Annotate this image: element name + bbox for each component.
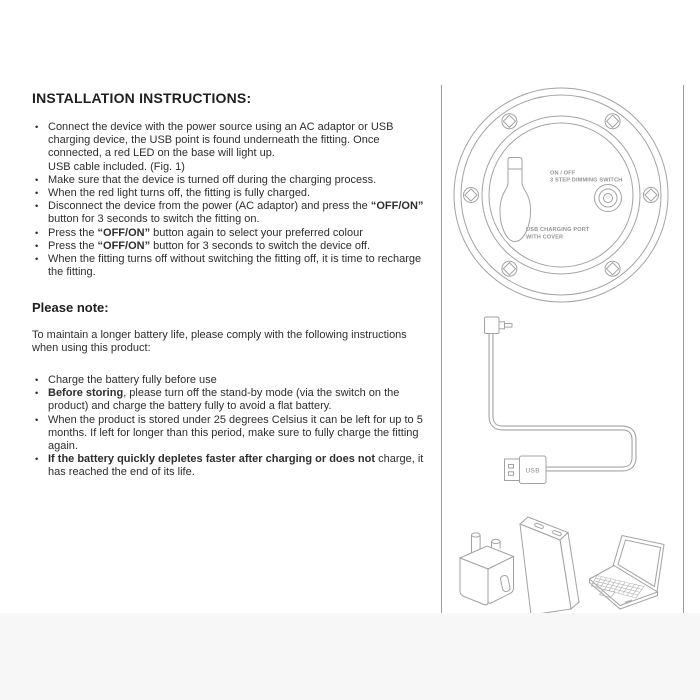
list-item-segment-bold: Before storing [48,387,124,400]
power-bank-figure [520,517,579,613]
bullet-marker: • [35,201,39,213]
dimming-switch-button [595,185,622,212]
usb-port-label-line2: WITH COVER [526,234,564,241]
list-item [32,121,436,174]
list-item-segment: USB cable included. (Fig. 1) [48,160,185,173]
screw-icon [644,188,659,203]
bullet-marker: • [35,174,39,186]
list-item [32,414,436,454]
list-item-segment-bold: “OFF/ON” [97,239,151,252]
device-bottom-figure [454,88,668,302]
please-note-title: Please note: [32,300,109,315]
installation-list [32,121,436,279]
bullet-marker: • [35,388,39,400]
screw-icon [605,114,620,129]
list-item-segment-bold: “OFF/ON” [97,226,151,239]
screw-icon [605,261,620,276]
bullet-marker: • [35,227,39,239]
list-item-text [48,453,436,479]
list-item-segment: Press the [48,226,98,239]
bullet-marker: • [35,254,39,266]
list-item [32,227,436,240]
list-item-segment: charge, it has reached the end of its life. [48,453,424,479]
figure-panel [441,85,684,613]
list-item-text: Make sure that the device is turned off during the charging process. [48,173,377,186]
list-item-text [48,387,436,413]
bottom-band [0,613,700,700]
list-item [32,174,436,187]
dc-plug-icon [485,317,513,334]
list-item-segment: button for 3 seconds to switch the fitting on. [48,213,260,226]
bullet-marker: • [35,414,39,426]
switch-label-line2: 3 STEP DIMMING SWITCH [550,177,623,184]
usb-port-label-line1: USB CHARGING PORT [526,227,590,233]
list-item-segment-bold: If the battery quickly depletes faster after charging or does not [48,453,376,466]
list-item [32,240,436,253]
list-item-text: When the red light turns off, the fitting is fully charged. [48,187,311,200]
screw-icon [502,114,517,129]
usb-plug-label: USB [525,467,540,475]
list-item [32,253,436,279]
list-item-segment: Disconnect the device from the power (AC adaptor) and press the [48,200,371,213]
list-item-segment: button for 3 seconds to switch the device off. [150,239,371,252]
usb-cable-figure [485,317,635,484]
list-item [32,200,436,226]
bullet-marker: • [35,375,39,386]
list-item-text [48,240,436,253]
installation-title: INSTALLATION INSTRUCTIONS: [32,90,252,106]
list-item-segment: , please turn off the stand-by mode (via the switch on the product) and charge the battery fully to avoid a flat battery. [48,387,400,413]
laptop-figure [590,536,665,610]
note-intro: To maintain a longer battery life, please comply with the following instructions when using this product: [32,329,407,355]
list-item-segment: button again to select your preferred colour [150,226,363,239]
list-item [32,187,436,200]
screw-icon [464,188,479,203]
note-list [32,374,436,480]
list-item-segment: Press the [48,239,98,252]
bullet-marker: • [35,188,39,200]
list-item [32,453,436,479]
list-item-segment: Connect the device with the power source using an AC adaptor or USB charging device, the USB point is found underneath the fitting. Once connected, a red LED on the base will light up. [48,121,394,160]
list-item-segment-bold: “OFF/ON” [370,200,424,213]
list-item-text: When the fitting turns off without switching the fitting off, it is time to recharge the fitting. [48,253,422,279]
switch-label-line1: ON / OFF [550,170,576,177]
list-item-text: When the product is stored under 25 degrees Celsius it can be left for up to 5 months. If left for longer than this period, make sure to fully charge the fitting again. [48,413,423,453]
list-item [32,374,436,387]
list-item-text [48,121,436,174]
bullet-marker: • [35,240,39,252]
list-item-text [48,200,436,226]
bullet-marker: • [35,454,39,466]
figure-svg [442,85,683,613]
bullet-marker: • [35,122,39,133]
list-item-text [48,227,436,240]
ac-adapter-figure [460,533,514,605]
screw-icon [502,261,517,276]
list-item [32,387,436,413]
list-item-text: Charge the battery fully before use [48,374,217,386]
